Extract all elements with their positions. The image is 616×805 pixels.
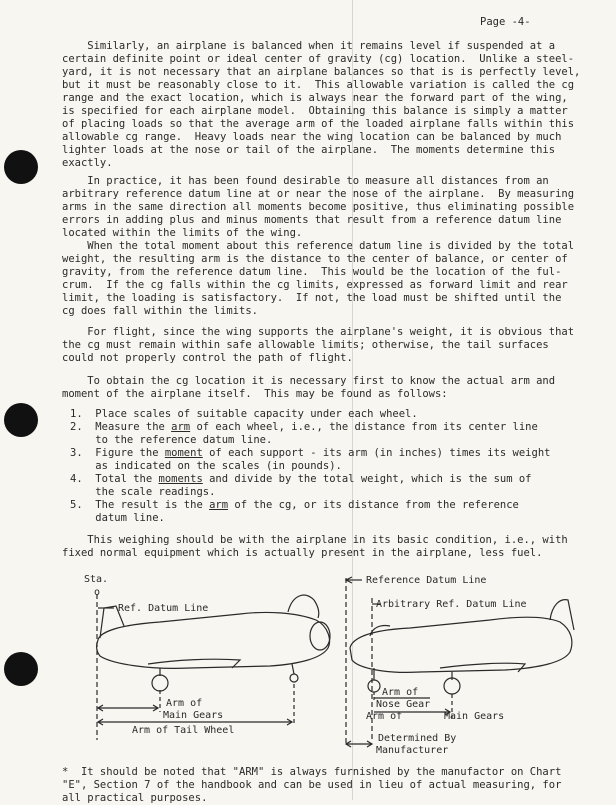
step-keyword: moment xyxy=(164,447,203,459)
label-arm-main-1: Arm of xyxy=(166,698,203,709)
text-line: moment of the airplane itself. This may be found as follows: xyxy=(62,388,448,400)
label-ref-datum: Ref. Datum Line xyxy=(118,603,209,614)
text-line: the cg must remain within safe allowable limits; otherwise, the tail surfaces xyxy=(62,339,549,351)
step-number: 3. xyxy=(70,447,96,459)
label-sta: Sta. xyxy=(84,574,109,585)
step-number: 5. xyxy=(70,499,96,511)
step-number: 4. xyxy=(70,473,96,485)
text-line: To obtain the cg location it is necessary first to know the actual arm and xyxy=(62,375,556,387)
text-line: When the total moment about this reference datum line is divided by the total xyxy=(62,240,575,252)
step-keyword: moments xyxy=(158,473,203,485)
left-tail-wheel xyxy=(290,674,298,682)
text-line: arbitrary reference datum line at or near the nose of the airplane. By measuring xyxy=(62,188,575,200)
footnote-line: "E", Section 7 of the handbook and can be used in lieu of actual measuring, for xyxy=(62,779,562,791)
label-arm-main-2: Main Gears xyxy=(163,710,224,721)
right-airplane-tail xyxy=(550,600,574,630)
label-arm-tail: Arm of Tail Wheel xyxy=(132,725,235,736)
step-text: of the cg, or its distance from the reference xyxy=(228,499,519,511)
label-reference-datum: Reference Datum Line xyxy=(366,575,487,586)
left-airplane-fuselage xyxy=(97,612,330,668)
text-line: Similarly, an airplane is balanced when it remains level if suspended at a xyxy=(62,40,556,52)
page-number: Page -4- xyxy=(480,16,531,28)
text-line: located within the limits of the wing. xyxy=(62,227,303,239)
label-arm-nose-1: Arm of xyxy=(382,687,419,698)
step-text: and divide by the total weight, which is the sum of xyxy=(202,473,532,485)
left-main-wheel xyxy=(152,675,168,691)
text-line: allowable cg range. Heavy loads near the wing location can be balanced by much xyxy=(62,131,562,143)
step-text: Total the xyxy=(95,473,159,485)
text-line: of placing loads so that the average arm of the loaded airplane falls within this xyxy=(62,118,575,130)
text-line: errors in adding plus and minus moments that result from a reference datum line xyxy=(62,214,562,226)
step-text: The result is the xyxy=(95,499,210,511)
text-line: exactly. xyxy=(62,157,113,169)
step-keyword: arm xyxy=(209,499,229,511)
step-text: as indicated on the scales (in pounds). xyxy=(95,460,342,472)
label-arm-main-b: Main Gears xyxy=(444,711,505,722)
text-line: lighter loads at the nose or tail of the airplane. The moments determine this xyxy=(62,144,556,156)
text-line: For flight, since the wing supports the airplane's weight, it is obvious that xyxy=(62,326,575,338)
step-number: 2. xyxy=(70,421,96,433)
step-text: of each support - its arm (in inches) times its weight xyxy=(202,447,551,459)
step-text: to the reference datum line. xyxy=(95,434,273,446)
label-arm-main-a: Arm of xyxy=(366,711,403,722)
step-text: of each wheel, i.e., the distance from its center line xyxy=(190,421,538,433)
text-line: crum. If the cg falls within the cg limits, expressed as forward limit and rear xyxy=(62,279,568,291)
text-line: gravity, from the reference datum line. This would be the location of the ful- xyxy=(62,266,562,278)
text-line: cg does fall within the limits. xyxy=(62,305,258,317)
label-determined-2: Manufacturer xyxy=(376,745,449,756)
label-arbitrary-datum: Arbitrary Ref. Datum Line xyxy=(376,599,527,610)
label-determined-1: Determined By xyxy=(378,733,457,744)
label-arm-nose-2: Nose Gear xyxy=(376,699,431,710)
text-line: fixed normal equipment which is actually present in the airplane, less fuel. xyxy=(62,547,543,559)
label-sta-mark: o xyxy=(94,587,101,598)
right-main-wheel xyxy=(444,678,460,694)
step-text: the scale readings. xyxy=(95,486,216,498)
left-airplane-cowling xyxy=(310,622,330,650)
text-line: In practice, it has been found desirable to measure all distances from an xyxy=(62,175,549,187)
step-text: Figure the xyxy=(95,447,165,459)
footnote xyxy=(62,766,582,805)
step-text: Measure the xyxy=(95,421,172,433)
text-line: arms in the same direction all moments become positive, thus eliminating possible xyxy=(62,201,575,213)
text-line: yard, it is not necessary that an airplane balances so that is is perfectly level, xyxy=(62,66,581,78)
text-line: weight, the resulting arm is the distance to the center of balance, or center of xyxy=(62,253,568,265)
text-line: is specified for each airplane model. Obtaining this balance is simply a matter xyxy=(62,105,568,117)
text-line: but it must be reasonably close to it. This allowable variation is called the cg xyxy=(62,79,575,91)
right-nose-wheel xyxy=(368,680,380,692)
step-keyword: arm xyxy=(171,421,191,433)
step-text: Place scales of suitable capacity under each wheel. xyxy=(95,408,418,420)
text-line: range and the exact location, which is always near the forward part of the wing, xyxy=(62,92,568,104)
text-line: certain definite point or ideal center of gravity (cg) location. Unlike a steel- xyxy=(62,53,575,65)
text-line: This weighing should be with the airplane in its basic condition, i.e., with xyxy=(62,534,568,546)
footnote-line: all practical purposes. xyxy=(62,792,208,804)
text-line: could not properly control the path of flight. xyxy=(62,352,353,364)
text-line: limit, the loading is satisfactory. If not, the load must be shifted until the xyxy=(62,292,562,304)
step-number: 1. xyxy=(70,408,96,420)
step-text: datum line. xyxy=(95,512,165,524)
footnote-line: * It should be noted that "ARM" is always furnished by the manufactor on Chart xyxy=(62,766,562,778)
